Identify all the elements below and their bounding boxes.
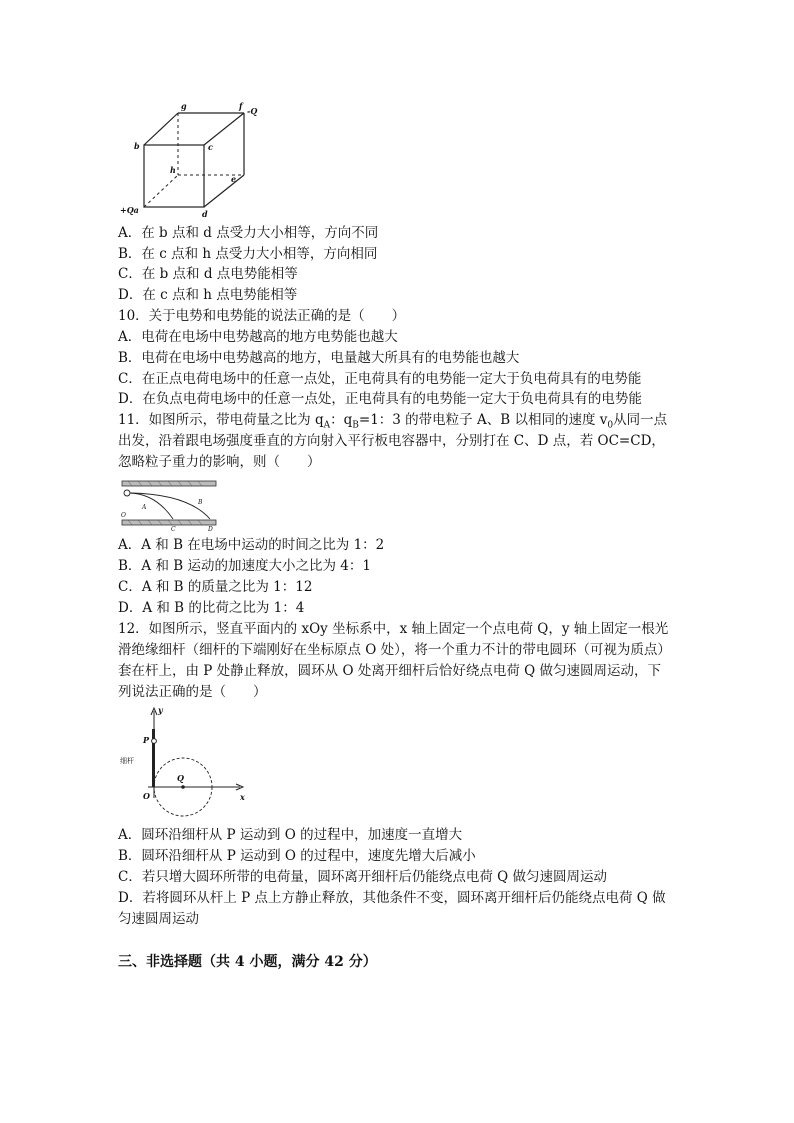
q9-option-b: B．在 c 点和 h 点受力大小相等，方向相同 (118, 246, 378, 262)
q10-option-c: C．在正点电荷电场中的任意一点处，正电荷具有的电势能一定大于负电荷具有的电势能 (118, 371, 642, 387)
q9-option-a: A．在 b 点和 d 点受力大小相等，方向不同 (118, 225, 379, 241)
q11-stem-d: 从同一点 (613, 412, 668, 428)
q11-option-d: D．A 和 B 的比荷之比为 1：4 (118, 600, 305, 616)
cap-label-b: B (198, 499, 203, 506)
q11-option-c: C．A 和 B 的质量之比为 1：12 (118, 579, 313, 595)
coord-label-y: y (158, 705, 163, 715)
cap-label-o: O (121, 512, 126, 519)
label-c: c (208, 142, 213, 152)
q9-option-c: C．在 b 点和 d 点电势能相等 (118, 266, 298, 282)
q11-option-a: A．A 和 B 在电场中运动的时间之比为 1：2 (118, 537, 385, 553)
label-f: f (239, 101, 243, 111)
q11-stem-a: 11．如图所示，带电荷量之比为 q (118, 412, 324, 428)
q11-stem-line3: 忽略粒子重力的影响，则（ ） (118, 454, 321, 470)
q12-option-b: B．圆环沿细杆从 P 运动到 O 的过程中，速度先增大后减小 (118, 848, 476, 864)
q11-option-b: B．A 和 B 运动的加速度大小之比为 4：1 (118, 558, 371, 574)
label-neg-q: -Q (247, 106, 258, 116)
q10-option-a: A．电荷在电场中电势越高的地方电势能也越大 (118, 329, 398, 345)
q11-sub-c: 0 (607, 420, 614, 431)
coordinate-figure (118, 703, 253, 820)
q12-option-d: D．若将圆环从杆上 P 点上方静止释放，其他条件不变，圆环离开细杆后仍能绕点电荷 Q 做 (118, 890, 666, 906)
q10-option-d: D．在负点电荷电场中的任意一点处，正电荷具有的电势能一定大于负电荷具有的电势能 (118, 391, 642, 407)
section-3-heading: 三、非选择题（共 4 小题，满分 42 分） (118, 954, 377, 970)
coord-label-x: x (240, 792, 245, 802)
q10-stem: 10．关于电势和电势能的说法正确的是（ ） (118, 308, 406, 324)
q10-option-b: B．电荷在电场中电势越高的地方，电量越大所具有的电势能也越大 (118, 350, 520, 366)
coord-label-q: Q (177, 773, 184, 783)
q12-stem-line2: 滑绝缘细杆（细杆的下端刚好在坐标原点 O 处），将一个重力不计的带电圆环（可视为质点） (118, 642, 671, 658)
q11-sub-a: A (323, 420, 331, 431)
label-b: b (134, 141, 140, 151)
q12-option-a: A．圆环沿细杆从 P 运动到 O 的过程中，加速度一直增大 (118, 827, 463, 843)
coord-label-rod: 细杆 (120, 757, 134, 765)
cube-figure (118, 100, 268, 220)
q12-option-c: C．若只增大圆环所带的电荷量，圆环离开细杆后仍能绕点电荷 Q 做匀速圆周运动 (118, 869, 607, 885)
label-h: h (170, 165, 176, 175)
label-pos-q: +Qa (120, 205, 139, 215)
q12-stem-line4: 列说法正确的是（ ） (118, 684, 267, 700)
cap-label-c: C (171, 526, 176, 532)
q12-option-d-cont: 匀速圆周运动 (118, 911, 199, 927)
q11-sub-b: B (352, 420, 359, 431)
q12-stem-line1: 12．如图所示，竖直平面内的 xOy 坐标系中，x 轴上固定一个点电荷 Q，y 轴上固定一根光 (118, 621, 669, 637)
coord-label-o: O (143, 791, 150, 801)
q9-option-d: D．在 c 点和 h 点电势能相等 (118, 287, 298, 303)
q11-stem-b: ：q (330, 412, 353, 428)
label-d: d (202, 209, 208, 219)
q12-stem-line3: 套在杆上，由 P 处静止释放，圆环从 O 处离开细杆后恰好绕点电荷 Q 做匀速圆周运动，下 (118, 663, 661, 679)
q11-stem-line2: 出发，沿着跟电场强度垂直的方向射入平行板电容器中，分别打在 C、D 点，若 OC=CD， (118, 433, 665, 449)
label-g: g (181, 101, 187, 111)
capacitor-figure (118, 476, 220, 532)
cap-label-d: D (208, 526, 213, 532)
q11-stem-c: =1：3 的带电粒子 A、B 以相同的速度 v (358, 412, 608, 428)
label-e: e (231, 174, 237, 184)
coord-label-p: P (143, 735, 150, 745)
cap-label-a: A (142, 504, 147, 511)
